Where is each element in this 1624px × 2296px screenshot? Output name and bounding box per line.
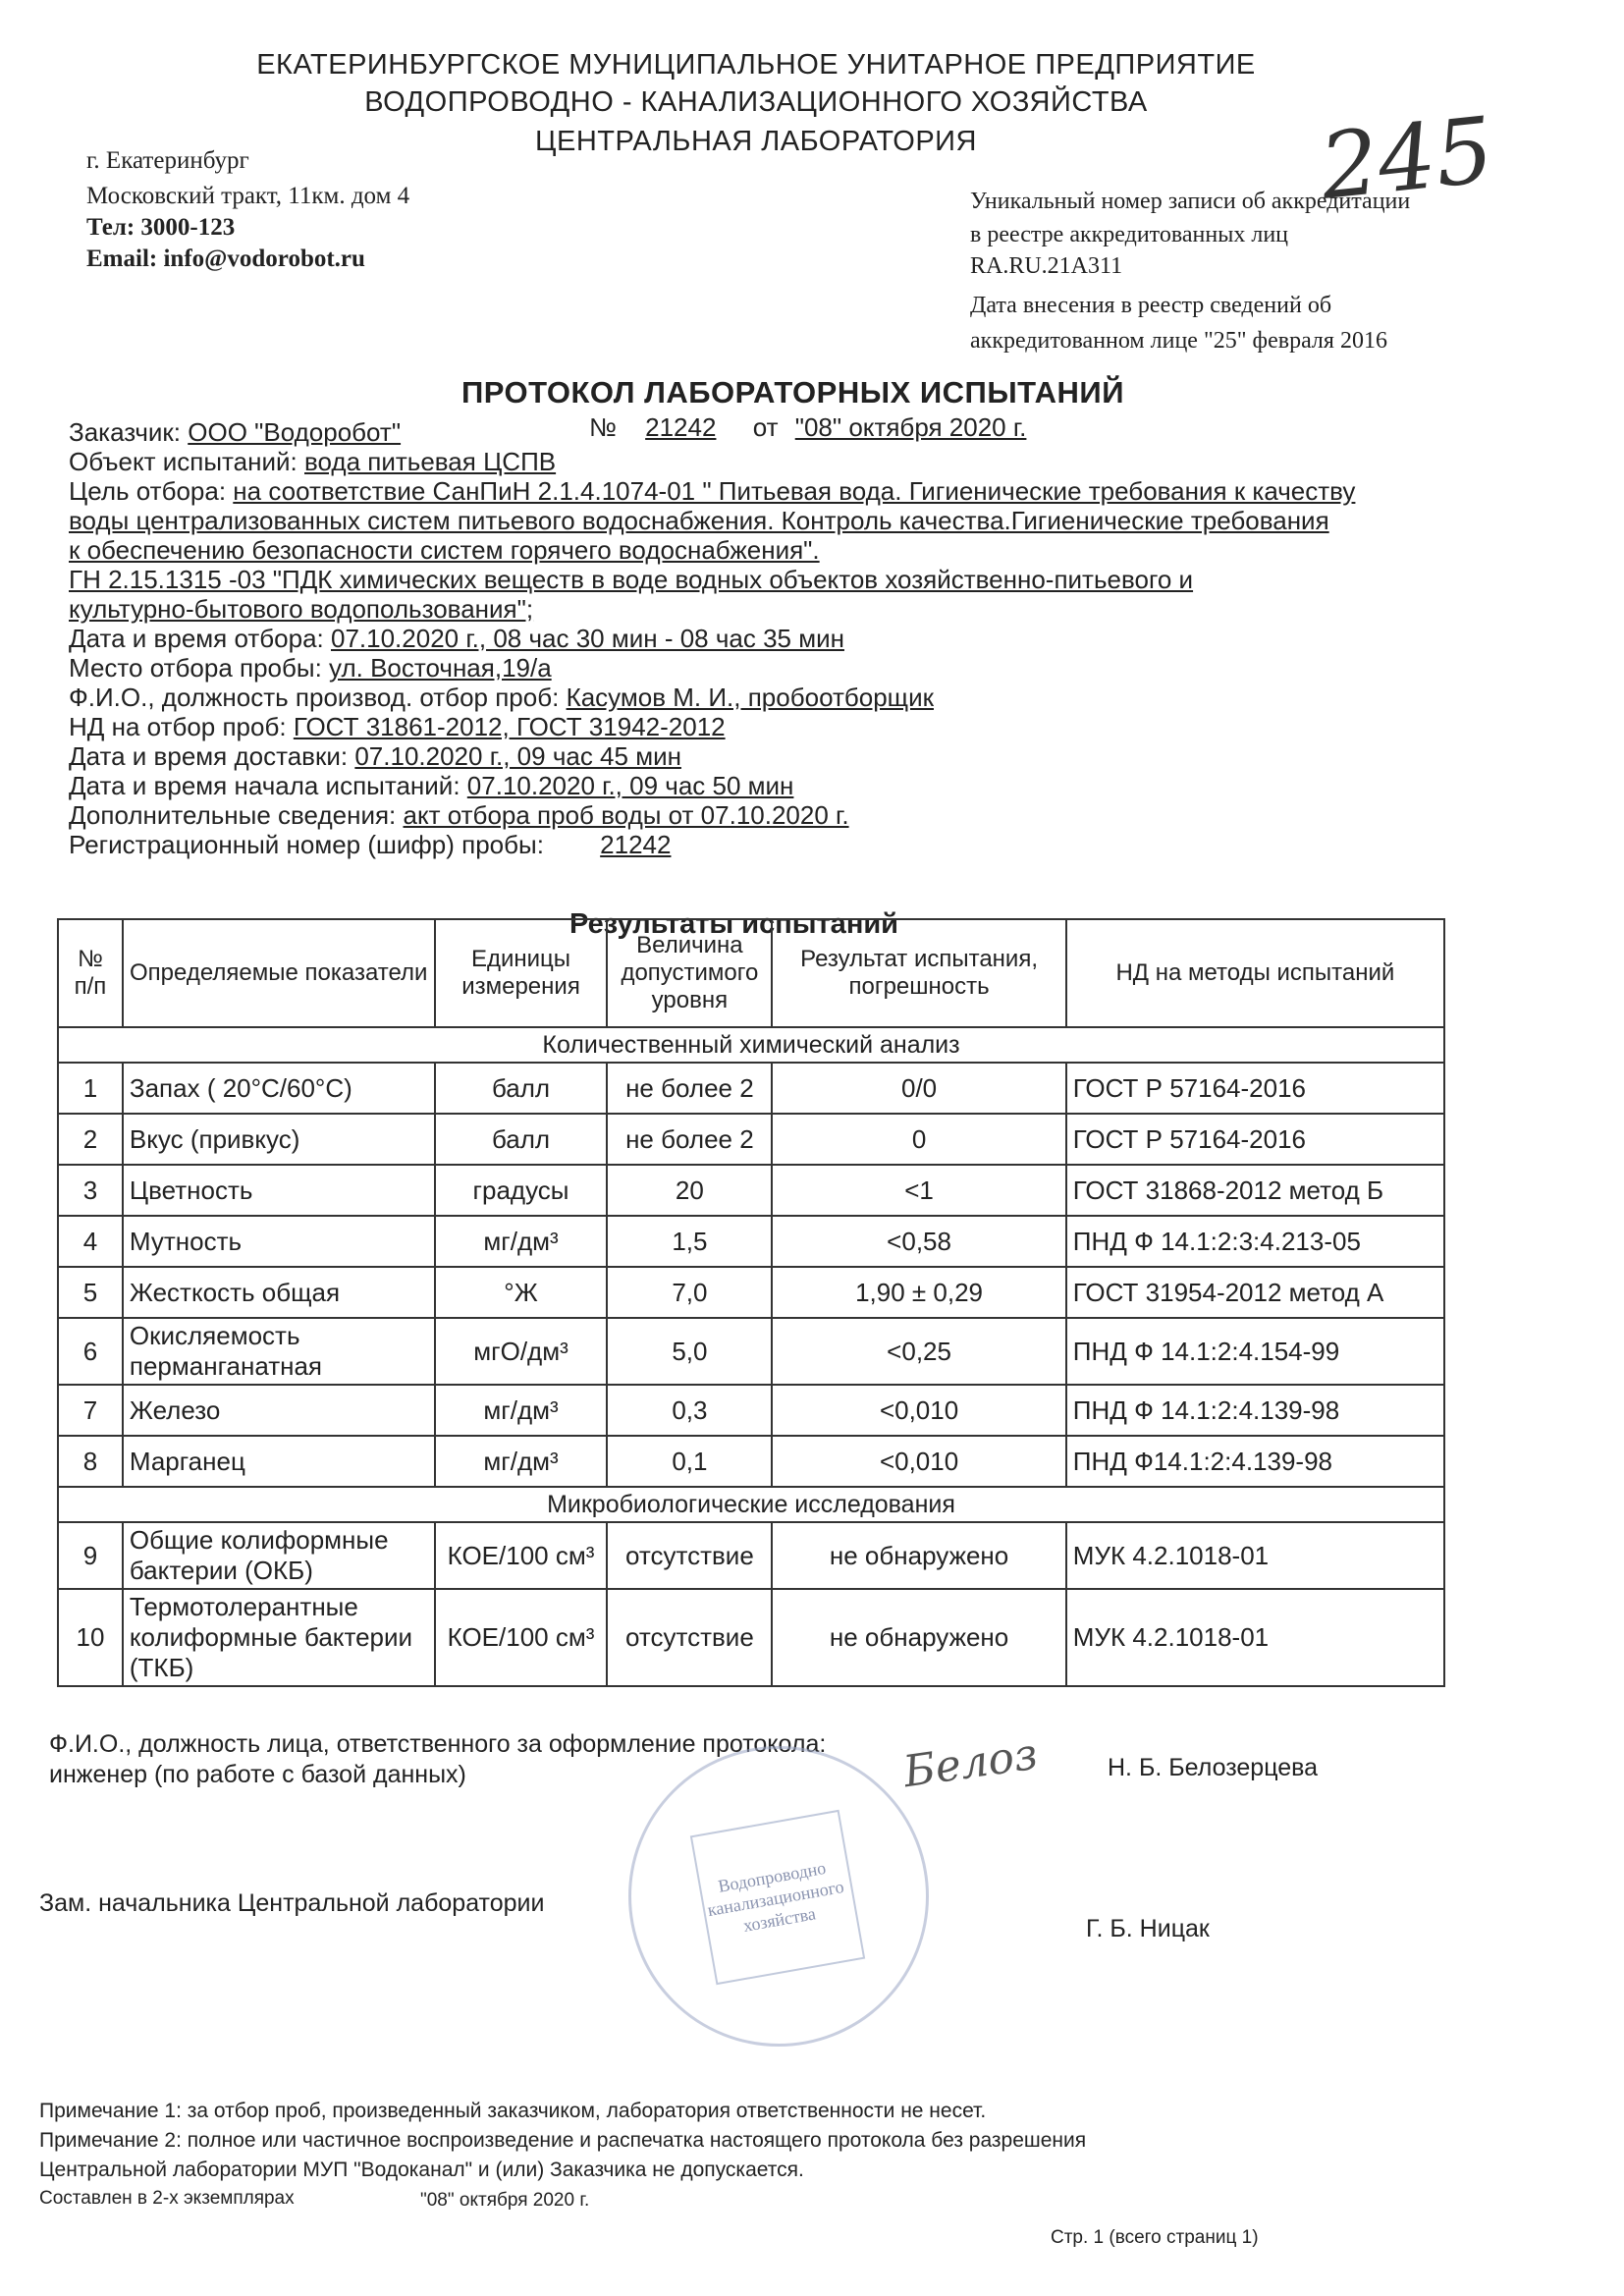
purpose-value-5: культурно-бытового водопользования";: [69, 594, 534, 624]
sampling-datetime-row: Дата и время отбора: 07.10.2020 г., 08 час 30 мин - 08 час 35 мин: [69, 624, 844, 653]
nd-row: НД на отбор проб: ГОСТ 31861-2012, ГОСТ 31942-2012: [69, 712, 726, 741]
section-chemical: Количественный химический анализ: [58, 1027, 1444, 1063]
table-row: 9 Общие колиформные бактерии (ОКБ) КОЕ/100 см³ отсутствие не обнаружено МУК 4.2.1018-01: [58, 1522, 1444, 1589]
sampling-datetime-value: 07.10.2020 г., 08 час 30 мин - 08 час 35 мин: [330, 624, 844, 653]
org-name-line3: ЦЕНТРАЛЬНАЯ ЛАБОРАТОРИЯ: [535, 126, 977, 157]
purpose-value-2: воды централизованных систем питьевого водоснабжения. Контроль качества.Гигиенические требования: [69, 506, 1329, 535]
protocol-title: ПРОТОКОЛ ЛАБОРАТОРНЫХ ИСПЫТАНИЙ: [461, 375, 1124, 410]
stamp-text: Водопроводно канализационного хозяйства: [706, 1857, 845, 1936]
customer-value: ООО "Водоробот": [188, 417, 402, 447]
nd-value: ГОСТ 31861-2012, ГОСТ 31942-2012: [293, 712, 726, 741]
accreditation-line2: в реестре аккредитованных лиц: [970, 222, 1288, 247]
table-row: 5 Жесткость общая °Ж 7,0 1,90 ± 0,29 ГОСТ 31954-2012 метод А: [58, 1267, 1444, 1318]
accreditation-number: RA.RU.21А311: [970, 253, 1123, 279]
extra-row: Дополнительные сведения: акт отбора проб воды от 07.10.2020 г.: [69, 800, 849, 830]
org-name-line1: ЕКАТЕРИНБУРГСКОЕ МУНИЦИПАЛЬНОЕ УНИТАРНОЕ ПРЕДПРИЯТИЕ: [256, 49, 1256, 81]
header-result: Результат испытания, погрешность: [772, 919, 1065, 1027]
place-row: Место отбора пробы: ул. Восточная,19/а: [69, 653, 552, 683]
responsible-name: Н. Б. Белозерцева: [1108, 1754, 1319, 1781]
purpose-row: Цель отбора: на соответствие СанПиН 2.1.4.1074-01 " Питьевая вода. Гигиенические требования к качеству: [69, 476, 1356, 506]
deputy-name: Г. Б. Ницак: [1086, 1915, 1210, 1942]
header-indicator: Определяемые показатели: [123, 919, 435, 1027]
purpose-value-3: к обеспечению безопасности систем горячего водоснабжения".: [69, 535, 820, 565]
table-row: 1 Запах ( 20°С/60°С) балл не более 2 0/0 ГОСТ Р 57164-2016: [58, 1063, 1444, 1114]
table-row: 3 Цветность градусы 20 <1 ГОСТ 31868-2012 метод Б: [58, 1165, 1444, 1216]
delivery-value: 07.10.2020 г., 09 час 45 мин: [354, 741, 681, 771]
responsible-signature: Белоз: [900, 1728, 1041, 1798]
note-2: Примечание 2: полное или частичное воспроизведение и распечатка настоящего протокола без разрешения: [39, 2129, 1087, 2152]
accreditation-line1: Уникальный номер записи об аккредитации: [970, 189, 1411, 214]
org-name-line2: ВОДОПРОВОДНО - КАНАЛИЗАЦИОННОГО ХОЗЯЙСТВА: [364, 86, 1148, 118]
responsible-label: Ф.И.О., должность лица, ответственного за оформление протокола:: [49, 1730, 827, 1758]
sampler-row: Ф.И.О., должность производ. отбор проб: Касумов М. И., пробоотборщик: [69, 683, 934, 712]
header-limit: Величина допустимого уровня: [607, 919, 772, 1027]
note-1: Примечание 1: за отбор проб, произведенный заказчиком, лаборатория ответственности не несет.: [39, 2100, 987, 2122]
reg-value: 21242: [600, 830, 672, 859]
header-unit: Единицы измерения: [435, 919, 608, 1027]
table-header-row: [58, 919, 1444, 1027]
purpose-value-4: ГН 2.15.1315 -03 "ПДК химических веществ в воде водных объектов хозяйственно-питьевого и: [69, 565, 1194, 594]
from-label: от: [752, 412, 779, 442]
address-city: г. Екатеринбург: [86, 147, 249, 174]
reg-row: Регистрационный номер (шифр) пробы: 21242: [69, 830, 672, 859]
header-num: № п/п: [58, 919, 123, 1027]
accreditation-line4: Дата внесения в реестр сведений об: [970, 293, 1332, 318]
copies-note: Составлен в 2-х экземплярах: [39, 2188, 295, 2209]
sampler-value: Касумов М. И., пробоотборщик: [566, 683, 934, 712]
number-label: №: [589, 412, 617, 442]
object-row: Объект испытаний: вода питьевая ЦСПВ: [69, 447, 557, 476]
phone: Тел: 3000-123: [86, 214, 236, 241]
customer-row: Заказчик: ООО "Водоробот": [69, 417, 402, 447]
copies-date: "08" октября 2020 г.: [420, 2190, 590, 2211]
extra-value: акт отбора проб воды от 07.10.2020 г.: [403, 800, 849, 830]
purpose-value-1: на соответствие СанПиН 2.1.4.1074-01 " Питьевая вода. Гигиенические требования к качеству: [233, 476, 1356, 506]
delivery-row: Дата и время доставки: 07.10.2020 г., 09 час 45 мин: [69, 741, 681, 771]
table-row: 2 Вкус (привкус) балл не более 2 0 ГОСТ Р 57164-2016: [58, 1114, 1444, 1165]
results-title: Результаты испытаний: [569, 908, 898, 940]
address-street: Московский тракт, 11км. дом 4: [86, 183, 410, 209]
start-row: Дата и время начала испытаний: 07.10.2020 г., 09 час 50 мин: [69, 771, 794, 800]
handwritten-number: 245: [1315, 97, 1498, 220]
protocol-date: "08" октября 2020 г.: [794, 412, 1027, 442]
header-method: НД на методы испытаний: [1066, 919, 1444, 1027]
responsible-position: инженер (по работе с базой данных): [49, 1761, 466, 1788]
section-micro: Микробиологические исследования: [58, 1487, 1444, 1522]
accreditation-date: аккредитованном лице "25" февраля 2016: [970, 328, 1387, 354]
place-value: ул. Восточная,19/а: [329, 653, 552, 683]
table-row: 8 Марганец мг/дм³ 0,1 <0,010 ПНД Ф14.1:2:4.139-98: [58, 1436, 1444, 1487]
note-3: Центральной лаборатории МУП "Водоканал" и (или) Заказчика не допускается.: [39, 2159, 804, 2181]
protocol-number: 21242: [645, 412, 717, 442]
deputy-label: Зам. начальника Центральной лаборатории: [39, 1889, 545, 1917]
object-value: вода питьевая ЦСПВ: [304, 447, 557, 476]
protocol-number-line: [589, 412, 1026, 443]
table-row: 6 Окисляемость перманганатная мгО/дм³ 5,0 <0,25 ПНД Ф 14.1:2:4.154-99: [58, 1318, 1444, 1385]
results-table: [57, 918, 1445, 1687]
page-number: Стр. 1 (всего страниц 1): [1051, 2227, 1259, 2248]
email: Email: info@vodorobot.ru: [86, 246, 365, 272]
table-row: 7 Железо мг/дм³ 0,3 <0,010 ПНД Ф 14.1:2:4.139-98: [58, 1385, 1444, 1436]
table-row: 10 Термотолерантные колиформные бактерии (ТКБ) КОЕ/100 см³ отсутствие не обнаружено МУК 4.2.1018-01: [58, 1589, 1444, 1686]
start-value: 07.10.2020 г., 09 час 50 мин: [466, 771, 794, 800]
table-row: 4 Мутность мг/дм³ 1,5 <0,58 ПНД Ф 14.1:2:3:4.213-05: [58, 1216, 1444, 1267]
